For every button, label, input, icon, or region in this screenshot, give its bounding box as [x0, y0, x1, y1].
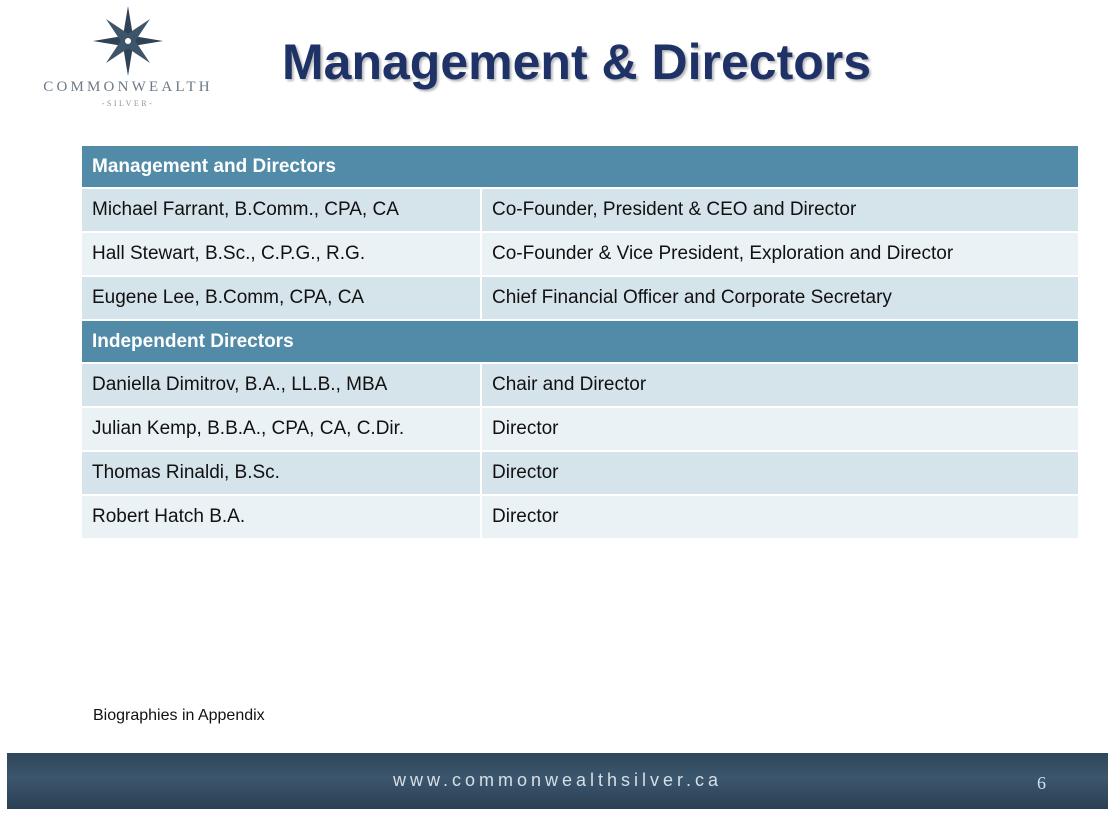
logo-subtitle: -SILVER- [101, 99, 155, 108]
table-row [82, 408, 1078, 450]
company-logo [28, 4, 228, 116]
section-header-independent [82, 321, 1078, 362]
section-header-management [82, 146, 1078, 187]
table-row [82, 277, 1078, 319]
person-role: Chair and Director [482, 364, 1078, 406]
website-link[interactable]: www.commonwealthsilver.ca [392, 770, 723, 790]
table-row [82, 233, 1078, 275]
person-name: Robert Hatch B.A. [82, 496, 480, 538]
person-name: Daniella Dimitrov, B.A., LL.B., MBA [82, 364, 480, 406]
directors-table [80, 144, 1080, 540]
biographies-note: Biographies in Appendix [93, 707, 265, 724]
footer-bar [7, 753, 1108, 809]
table-row [82, 496, 1078, 538]
person-name: Michael Farrant, B.Comm., CPA, CA [82, 189, 480, 231]
person-name: Eugene Lee, B.Comm, CPA, CA [82, 277, 480, 319]
star-icon [88, 4, 168, 78]
person-role: Co-Founder, President & CEO and Director [482, 189, 1078, 231]
logo-wordmark: COMMONWEALTH [43, 79, 213, 95]
page-number: 6 [1037, 773, 1046, 793]
person-name: Thomas Rinaldi, B.Sc. [82, 452, 480, 494]
table-row [82, 189, 1078, 231]
person-role: Director [482, 408, 1078, 450]
table-row [82, 364, 1078, 406]
person-role: Director [482, 496, 1078, 538]
table-row [82, 452, 1078, 494]
person-role: Chief Financial Officer and Corporate Secretary [482, 277, 1078, 319]
person-role: Director [482, 452, 1078, 494]
slide-title: Management & Directors [282, 34, 872, 90]
section-heading: Independent Directors [82, 321, 1078, 362]
person-name: Julian Kemp, B.B.A., CPA, CA, C.Dir. [82, 408, 480, 450]
section-heading: Management and Directors [82, 146, 1078, 187]
person-role: Co-Founder & Vice President, Exploration and Director [482, 233, 1078, 275]
person-name: Hall Stewart, B.Sc., C.P.G., R.G. [82, 233, 480, 275]
